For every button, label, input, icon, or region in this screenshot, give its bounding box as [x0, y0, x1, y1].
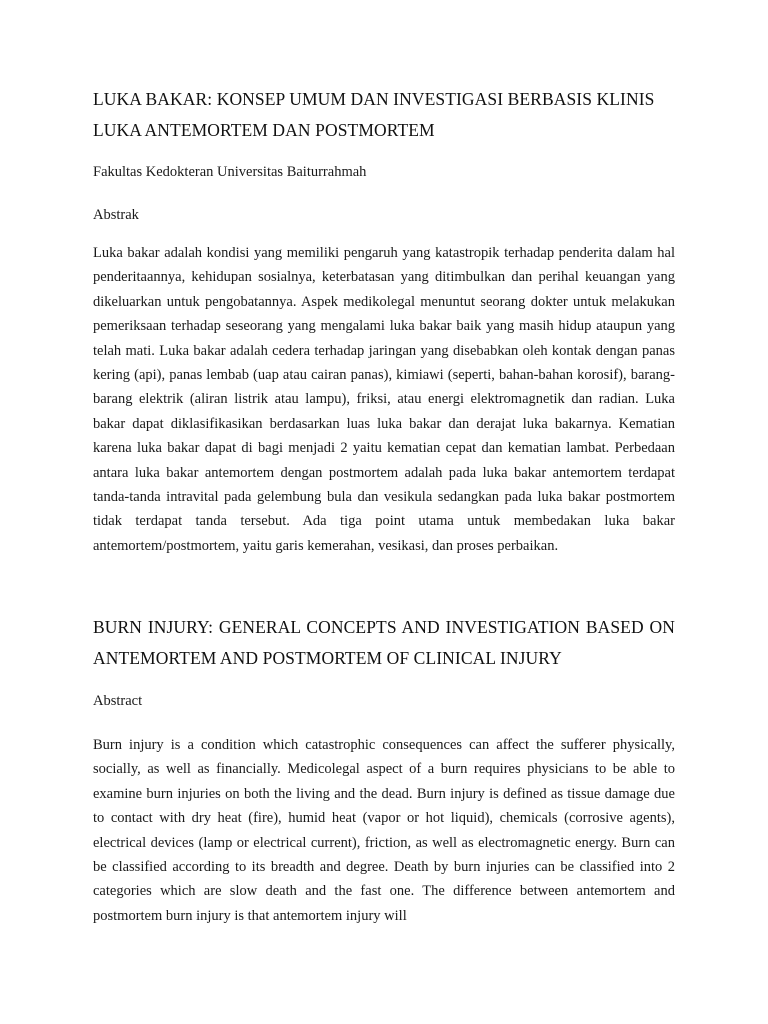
abstract-body-indonesian: Luka bakar adalah kondisi yang memiliki pengaruh yang katastropik terhadap penderita dalam hal penderitaannya, kehidupan sosialnya, keterbatasan yang ditimbulkan dan perihal keuangan yang dikeluarkan untuk pengobatannya. Aspek medikolegal menuntut seorang dokter untuk melakukan pemeriksaan terhadap seseorang yang mengalami luka bakar baik yang masih hidup ataupun yang telah mati. Luka bakar adalah cedera terhadap jaringan yang disebabkan oleh kontak dengan panas kering (api), panas lembab (uap atau cairan panas), kimiawi (seperti, bahan-bahan korosif), barang-barang elektrik (aliran listrik atau lampu), friksi, atau energi elektromagnetik dan radian. Luka bakar dapat diklasifikasikan berdasarkan luas luka bakar dan derajat luka bakarnya. Kematian karena luka bakar dapat di bagi menjadi 2 yaitu kematian cepat dan kematian lambat. Perbedaan antara luka bakar antemortem dengan postmortem adalah pada luka bakar antemortem terdapat tanda-tanda intravital pada gelembung bula dan vesikula sedangkan pada luka bakar postmortem tidak terdapat tanda tersebut. Ada tiga point utama untuk membedakan luka bakar antemortem/postmortem, yaitu garis kemerahan, vesikasi, dan proses perbaikan.: [93, 245, 675, 554]
affiliation: Fakultas Kedokteran Universitas Baiturrahmah: [93, 164, 367, 180]
document-title-english: BURN INJURY: GENERAL CONCEPTS AND INVESTIGATION BASED ON ANTEMORTEM AND POSTMORTEM OF CLINICAL INJURY: [93, 617, 675, 668]
abstract-body-english: Burn injury is a condition which catastrophic consequences can affect the sufferer physically, socially, as well as financially. Medicolegal aspect of a burn requires physicians to be able to examine burn injuries on both the living and the dead. Burn injury is defined as tissue damage due to contact with dry heat (fire), humid heat (vapor or hot liquid), chemicals (corrosive agents), electrical devices (lamp or electrical current), friction, as well as electromagnetic energy. Burn can be classified according to its breadth and degree. Death by burn injuries can be classified into 2 categories which are slow death and the fast one. The difference between antemortem and postmortem burn injury is that antemortem injury will: [93, 737, 675, 924]
abstract-heading-indonesian: Abstrak: [93, 207, 139, 223]
abstract-heading-english: Abstract: [93, 693, 143, 709]
document-title-indonesian: LUKA BAKAR: KONSEP UMUM DAN INVESTIGASI BERBASIS KLINIS LUKA ANTEMORTEM DAN POSTMORTEM: [93, 89, 655, 140]
